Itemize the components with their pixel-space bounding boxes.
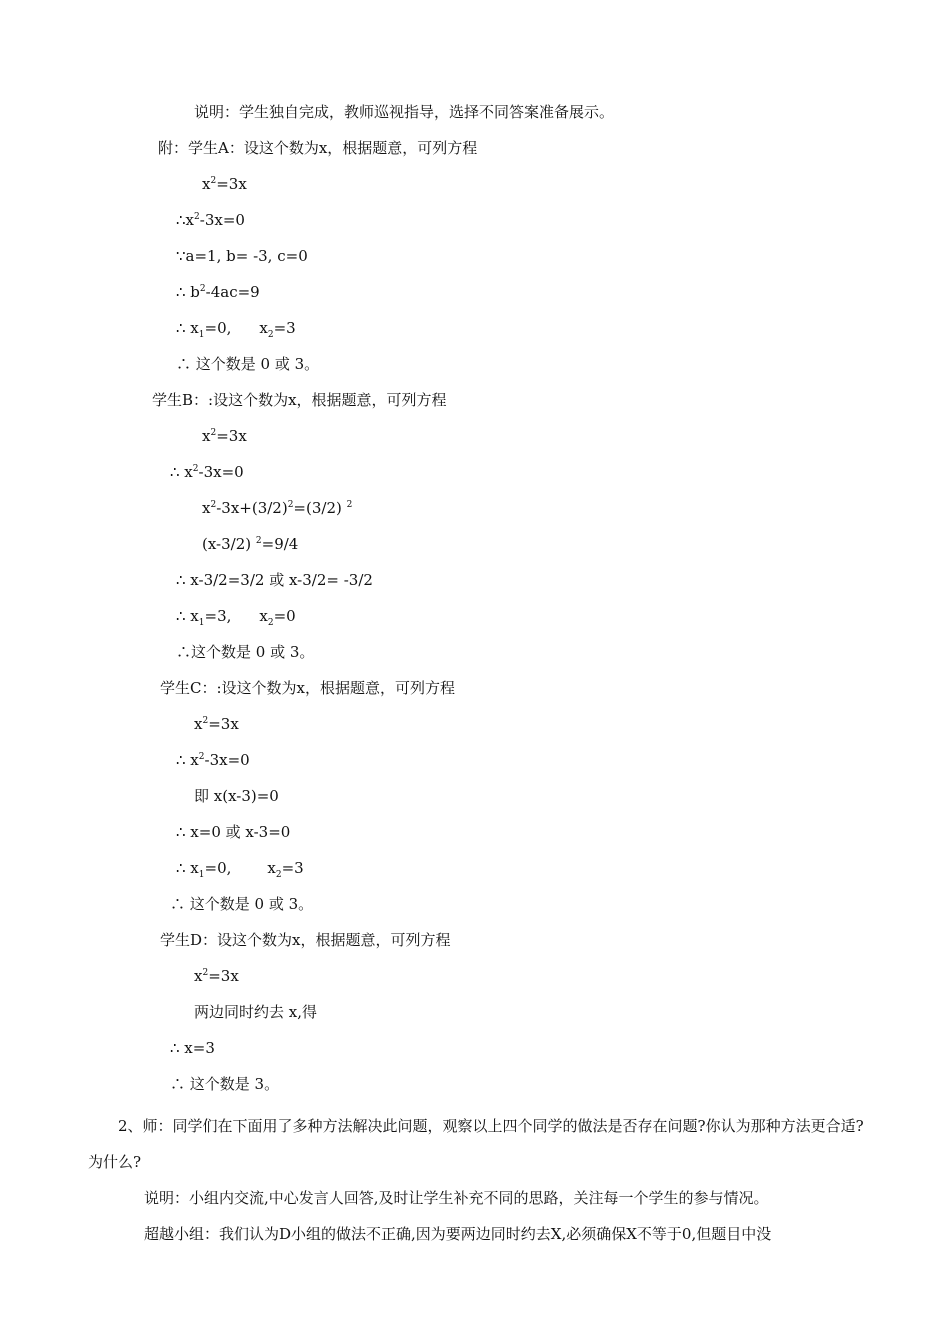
student-d-equation: $x^2=3x$	[194, 967, 239, 985]
student-a-conclusion: ∴ 这个数是 0 或 3。	[176, 355, 320, 373]
student-b-step: (x-3/2) $^2$=9/4	[202, 535, 299, 553]
student-a-step: ∵a=1, b= -3, c=0	[176, 247, 308, 265]
student-b-roots: ∴ $x_1=3$, $x_2=0$	[176, 607, 296, 628]
student-c-conclusion: ∴ 这个数是 0 或 3。	[170, 895, 314, 913]
student-a-step: $\therefore x^2-3x=0$	[176, 211, 245, 229]
student-c-roots: ∴ $x_1=0$, $x_2=3$	[176, 859, 304, 880]
question-2: 2、师：同学们在下面用了多种方法解决此问题，观察以上四个同学的做法是否存在问题?你认为那种方法更合适?为什么?	[88, 1117, 864, 1171]
student-b-equation: $x^2=3x$	[202, 427, 247, 445]
student-a-header: 附：学生A：设这个数为x，根据题意，可列方程	[158, 139, 478, 157]
student-d-step: 两边同时约去 x,得	[194, 1003, 317, 1021]
student-d-step: ∴ x=3	[170, 1039, 215, 1057]
student-b-step: ∴ $x^2-3x=0$	[170, 463, 244, 481]
student-b-step: $x^2-3x+(3/2)^2=(3/2)$ $^2$	[202, 499, 353, 517]
student-a-equation: $x^2=3x$	[202, 175, 247, 193]
student-c-equation: $x^2=3x$	[194, 715, 239, 733]
surpass-group-statement: 超越小组：我们认为D小组的做法不正确,因为要两边同时约去X,必须确保X不等于0,但题目中没	[144, 1225, 772, 1243]
student-c-header: 学生C：:设这个数为x，根据题意，可列方程	[160, 679, 455, 697]
student-d-header: 学生D：设这个数为x，根据题意，可列方程	[160, 931, 451, 949]
student-b-step: ∴ x-3/2=3/2 或 x-3/2= -3/2	[176, 571, 373, 589]
student-b-conclusion: ∴这个数是 0 或 3。	[176, 643, 315, 661]
student-c-step: 即 x(x-3)=0	[194, 787, 279, 805]
student-a-step: ∴ $b^2-4ac=9$	[176, 283, 260, 301]
note-2: 说明：小组内交流,中心发言人回答,及时让学生补充不同的思路，关注每一个学生的参与情况。	[144, 1189, 769, 1207]
student-c-step: ∴ $x^2-3x=0$	[176, 751, 250, 769]
student-d-conclusion: ∴ 这个数是 3。	[170, 1075, 280, 1093]
intro-note: 说明：学生独自完成，教师巡视指导，选择不同答案准备展示。	[194, 103, 615, 121]
student-a-roots: ∴ $x_1=0$, $x_2=3$	[176, 319, 296, 340]
student-c-step: ∴ x=0 或 x-3=0	[176, 823, 291, 841]
student-b-header: 学生B：:设这个数为x，根据题意，可列方程	[152, 391, 447, 409]
